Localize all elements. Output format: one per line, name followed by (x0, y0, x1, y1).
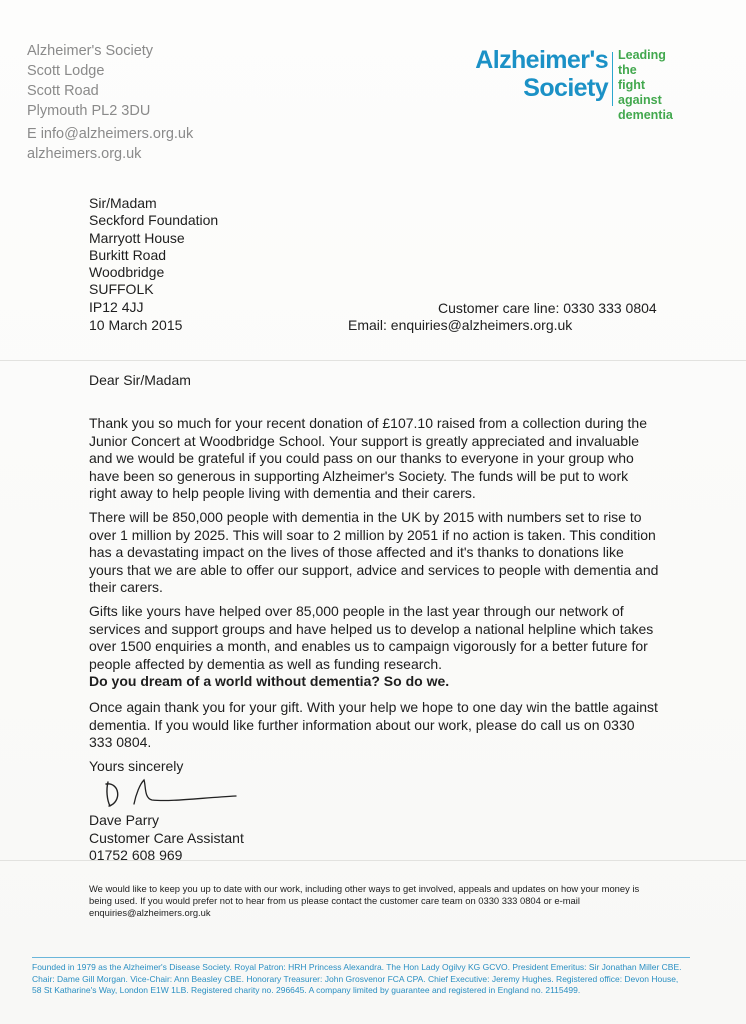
customer-care-email: Email: enquiries@alzheimers.org.uk (348, 317, 573, 333)
logo-name-line: Alzheimer's (475, 46, 608, 74)
logo-wordmark (466, 46, 608, 102)
logo-name-line: Society (523, 74, 608, 102)
recipient-line: Seckford Foundation (89, 212, 219, 229)
sender-address (27, 41, 153, 121)
body-emphasis: Do you dream of a world without dementia? So do we. (89, 673, 450, 689)
footer-line: 58 St Katharine's Way, London E1W 1LB. Registered charity no. 296645. A company limited by guarantee and registered in England no. 2115499. (32, 985, 581, 995)
body-paragraph: There will be 850,000 people with dementia in the UK by 2015 with numbers set to rise to over 1 million by 2025. This will soar to 2 million by 2051 if no action is taken. This condition has a devastating impact on the lives of those affected and it's thanks to donations like yours that we are able to offer our support, advice and services to people with dementia and their carers. (89, 509, 659, 595)
body-paragraph: Once again thank you for your gift. With your help we hope to one day win the battle against dementia. If you would like further information about our work, please do call us on 0330 333 0804. (89, 699, 658, 750)
signer-phone: 01752 608 969 (89, 847, 183, 863)
salutation: Dear Sir/Madam (89, 372, 191, 388)
signer-name: Dave Parry (89, 812, 160, 828)
body-paragraph: Gifts like yours have helped over 85,000 people in the last year through our network of services and support groups and have helped us to develop a national helpline which takes over 1500 enquiries a month, and enables us to campaign vigorously for a better future for people affected by dementia as well as funding research. (89, 603, 654, 672)
logo-tagline-line: Leading the (618, 48, 666, 77)
footer-line: Chair: Dame Gill Morgan. Vice-Chair: Ann Beasley CBE. Honorary Treasurer: John Grosvenor FCA CPA. Chief Executive: Jeremy Hughes. Registered office: Devon House, (32, 973, 679, 984)
sender-address-line: Scott Road (27, 83, 99, 99)
letter-date: 10 March 2015 (89, 317, 183, 333)
recipient-line: SUFFOLK (89, 281, 154, 298)
footer-divider (32, 957, 690, 958)
sender-website: alzheimers.org.uk (27, 146, 142, 162)
signer-title: Customer Care Assistant (89, 829, 244, 846)
footer (32, 962, 712, 997)
recipient-line: Burkitt Road (89, 246, 167, 263)
sender-email: E info@alzheimers.org.uk (27, 126, 194, 142)
recipient-line: Sir/Madam (89, 195, 157, 211)
logo-tagline (618, 48, 673, 123)
fold-line (0, 360, 746, 361)
body-paragraph: Thank you so much for your recent donation of £107.10 raised from a collection during the Junior Concert at Woodbridge School. Your support is greatly appreciated and invaluable and we would be grateful if you could pass on our thanks to everyone in your group who have been so generous in supporting Alzheimer's Society. The funds will be put to work right away to help people living with dementia and their carers. (89, 415, 647, 501)
logo-tagline-line: fight against (618, 78, 662, 107)
signer-block (89, 812, 244, 865)
privacy-note: We would like to keep you up to date with our work, including other ways to get involved, appeals and updates on how your money is being used. If you would prefer not to hear from us please contact the customer care team on 0330 333 0804 or e-mail enquiries@alzheimers.org.uk (89, 883, 640, 918)
handwritten-signature (100, 776, 240, 812)
recipient-line: Marryott House (89, 229, 185, 246)
closing: Yours sincerely (89, 758, 184, 774)
logo-tagline-line: dementia (618, 108, 673, 122)
customer-care-line: Customer care line: 0330 333 0804 (438, 300, 657, 316)
sender-address-line: Plymouth PL2 3DU (27, 103, 151, 119)
logo-divider (612, 52, 613, 106)
sender-address-line: Scott Lodge (27, 63, 105, 79)
sender-address-line: Alzheimer's Society (27, 43, 154, 59)
footer-line: Founded in 1979 as the Alzheimer's Disease Society. Royal Patron: HRH Princess Alexandra. The Hon Lady Ogilvy KG GCVO. President Emeritus: Sir Jonathan Miller CBE. (32, 962, 682, 972)
recipient-line: IP12 4JJ (89, 298, 144, 315)
recipient-line: Woodbridge (89, 264, 165, 281)
recipient-address (89, 195, 218, 316)
sender-contact (27, 124, 193, 164)
